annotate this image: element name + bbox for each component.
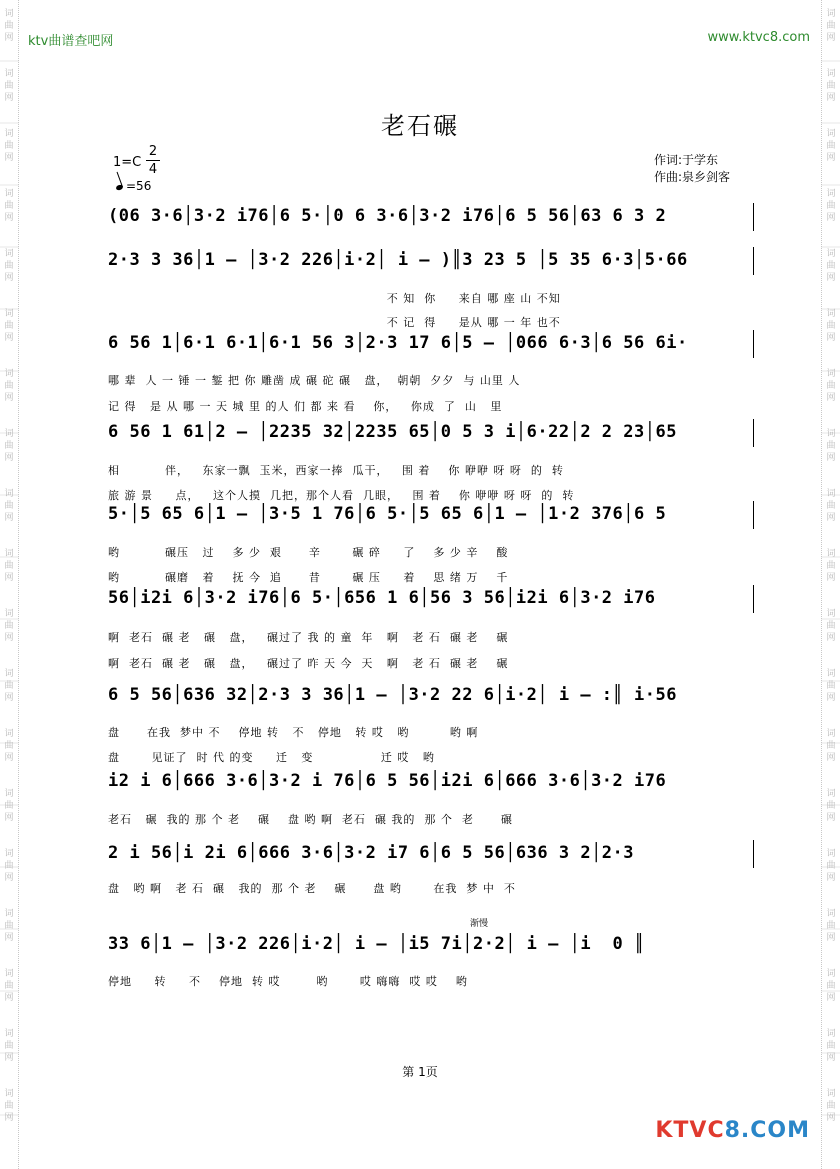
watermark-text: 词曲网: [826, 429, 836, 463]
lyric-line-4-verse-2: 旅 游 景 点， 这个人摸 几把，那个人看 几眼， 围 着 你 咿咿 呀 呀 的 转: [108, 489, 575, 502]
watermark-text: 词曲网: [826, 789, 836, 823]
watermark-text: 词曲网: [826, 9, 836, 43]
watermark-text: 词曲网: [826, 969, 836, 1003]
page-number: 第 1页: [402, 1065, 438, 1079]
tempo-mark-ritardando: 渐慢: [470, 919, 489, 929]
watermark-text: 词曲网: [826, 249, 836, 283]
notation-line-1: (06 3·6│3·2 i76│6 5·│0 6 3·6│3·2 i76│6 5 56│63 6 3 2: [108, 206, 667, 226]
watermark-text: 词曲网: [4, 369, 14, 403]
right-watermark-strip: [821, 0, 840, 1169]
lyric-line-6-verse-2: 啊 老石 碾 老 碾 盘， 碾过了 昨 天 今 天 啊 老 石 碾 老 碾: [108, 657, 509, 670]
notation-line-7: 6 5 56│636 32│2·3 3 36│1 — │3·2 22 6│i·2│ i — :║ i·56: [108, 685, 677, 705]
watermark-text: 词曲网: [4, 9, 14, 43]
lyric-line-8: 老石 碾 我的 那 个 老 碾 盘 哟 啊 老石 碾 我的 那 个 老 碾: [108, 813, 513, 826]
notation-line-4: 6 56 1 61│2 — │2235 32│2235 65│0 5 3 i│6·22│2 2 23│65: [108, 422, 677, 442]
site-logo[interactable]: [655, 1118, 810, 1143]
lyric-line-7-verse-1: 盘 在我 梦中 不 停地 转 不 停地 转 哎 哟 哟 啊: [108, 726, 479, 739]
watermark-text: 词曲网: [4, 549, 14, 583]
watermark-text: 词曲网: [4, 69, 14, 103]
meter-top: 2: [148, 144, 158, 159]
watermark-text: 词曲网: [4, 429, 14, 463]
lyric-line-10: 停地 转 不 停地 转 哎 哟 哎 嗨嗨 哎 哎 哟: [108, 975, 468, 988]
left-watermark-strip: [0, 0, 19, 1169]
notation-line-3: 6 56 1│6·1 6·1│6·1 56 3│2·3 17 6│5 — │066 6·3│6 56 6i·: [108, 333, 688, 353]
watermark-text: 词曲网: [826, 69, 836, 103]
notation-line-6: 56│i2i 6│3·2 i76│6 5·│656 1 6│56 3 56│i2i 6│3·2 i76: [108, 588, 656, 608]
watermark-text: 词曲网: [4, 729, 14, 763]
lyricist: 作词:于学东: [654, 153, 719, 167]
watermark-text: 词曲网: [4, 309, 14, 343]
logo-text-b: 8.COM: [724, 1118, 810, 1143]
watermark-text: 词曲网: [4, 909, 14, 943]
site-name-link[interactable]: ktv曲谱查吧网: [28, 34, 114, 49]
watermark-text: 词曲网: [826, 369, 836, 403]
watermark-text: 词曲网: [826, 549, 836, 583]
watermark-text: 词曲网: [4, 1029, 14, 1063]
lyric-line-5-verse-2: 哟 碾磨 着 抚 今 追 昔 碾 压 着 思 绪 万 千: [108, 571, 509, 584]
meter-bottom: 4: [148, 162, 158, 177]
watermark-text: 词曲网: [826, 1029, 836, 1063]
notation-line-5: 5·│5 65 6│1 — │3·5 1 76│6 5·│5 65 6│1 — │1·2 376│6 5: [108, 504, 667, 524]
site-url-link[interactable]: www.ktvc8.com: [707, 30, 810, 45]
watermark-text: 词曲网: [826, 309, 836, 343]
notation-line-2: 2·3 3 36│1 — │3·2 226│i·2│ i — )║3 23 5 │5 35 6·3│5·66: [108, 250, 688, 270]
quarter-note-icon: [115, 184, 123, 191]
time-signature: [146, 143, 160, 178]
notation-line-8: i2 i 6│666 3·6│3·2 i 76│6 5 56│i2i 6│666 3·6│3·2 i76: [108, 771, 667, 791]
watermark-text: 词曲网: [4, 669, 14, 703]
watermark-text: 词曲网: [4, 489, 14, 523]
lyric-line-9: 盘 哟 啊 老 石 碾 我的 那 个 老 碾 盘 哟 在我 梦 中 不: [108, 882, 516, 895]
watermark-text: 词曲网: [4, 129, 14, 163]
watermark-text: 词曲网: [826, 909, 836, 943]
watermark-text: 词曲网: [826, 849, 836, 883]
lyric-line-6-verse-1: 啊 老石 碾 老 碾 盘， 碾过了 我 的 童 年 啊 老 石 碾 老 碾: [108, 631, 509, 644]
lyric-line-4-verse-1: 相 伴， 东家一飘 玉米，西家一捧 瓜干， 围 着 你 咿咿 呀 呀 的 转: [108, 464, 564, 477]
watermark-text: 词曲网: [826, 129, 836, 163]
lyric-line-3-verse-2: 记 得 是 从 哪 一 天 城 里 的人 们 都 来 看 你， 你成 了 山 里: [108, 400, 503, 413]
tempo-value: =56: [126, 179, 152, 193]
watermark-text: 词曲网: [4, 609, 14, 643]
watermark-text: 词曲网: [4, 789, 14, 823]
key-signature: 1=C: [113, 155, 142, 170]
watermark-text: 词曲网: [826, 609, 836, 643]
watermark-text: 词曲网: [826, 489, 836, 523]
notation-line-10: 33 6│1 — │3·2 226│i·2│ i — │i5 7i│2·2│ i — │i 0 ║: [108, 934, 645, 954]
lyric-line-7-verse-2: 盘 见证了 时 代 的变 迁 变 迁 哎 哟: [108, 751, 435, 764]
song-title: 老石碾: [381, 112, 459, 140]
watermark-text: 词曲网: [826, 669, 836, 703]
watermark-text: 词曲网: [4, 189, 14, 223]
credits: [654, 152, 730, 186]
tempo-marking: [116, 179, 151, 193]
notation-line-9: 2 i 56│i 2i 6│666 3·6│3·2 i7 6│6 5 56│636 3 2│2·3: [108, 843, 635, 863]
logo-text-a: KTVC: [655, 1118, 725, 1143]
lyric-line-3-verse-1: 哪 辈 人 一 锤 一 錾 把 你 雕凿 成 碾 砣 碾 盘， 朝朝 夕夕 与 山里 人: [108, 374, 521, 387]
watermark-text: 词曲网: [4, 849, 14, 883]
lyric-line-2-verse-2: 不 记 得 是从 哪 一 年 也不: [108, 316, 561, 329]
lyric-line-2-verse-1: 不 知 你 来自 哪 座 山 不知: [108, 292, 561, 305]
watermark-text: 词曲网: [826, 1089, 836, 1123]
watermark-text: 词曲网: [4, 1089, 14, 1123]
lyric-line-5-verse-1: 哟 碾压 过 多 少 艰 辛 碾 碎 了 多 少 辛 酸: [108, 546, 509, 559]
watermark-text: 词曲网: [826, 729, 836, 763]
watermark-text: 词曲网: [4, 969, 14, 1003]
watermark-text: 词曲网: [826, 189, 836, 223]
composer: 作曲:泉乡剑客: [654, 170, 731, 184]
watermark-text: 词曲网: [4, 249, 14, 283]
